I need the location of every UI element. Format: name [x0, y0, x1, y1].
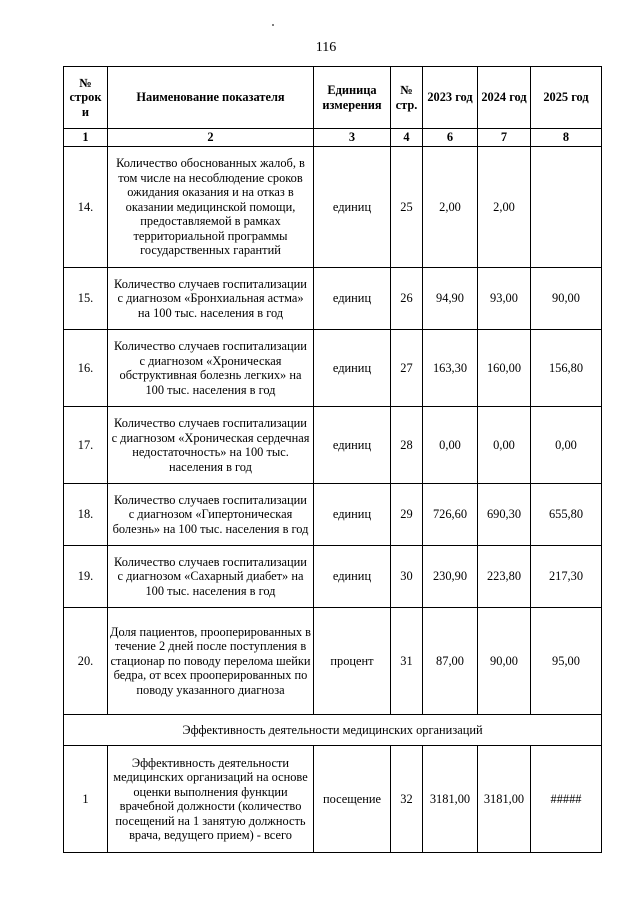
indicator-name: Количество случаев госпитализации с диагнозом «Хроническая сердечная недостаточность» на 100 тыс. населения в год [108, 407, 314, 484]
line-number: 26 [391, 268, 423, 330]
row-number: 19. [64, 546, 108, 608]
indicator-name: Эффективность деятельности медицинских организаций на основе оценки выполнения функции врачебной должности (количество посещений на 1 занятую должность врача, ведущего прием) - всего [108, 746, 314, 853]
table-row [64, 608, 602, 715]
table-row [64, 546, 602, 608]
row-number: 14. [64, 147, 108, 268]
unit-cell: единиц [314, 407, 391, 484]
header-row-number: № строк и [64, 67, 108, 129]
unit-cell: единиц [314, 268, 391, 330]
value-2025: 156,80 [531, 330, 602, 407]
value-2025: 95,00 [531, 608, 602, 715]
table-row [64, 330, 602, 407]
section-row [64, 715, 602, 746]
row-number: 17. [64, 407, 108, 484]
value-2023: 0,00 [423, 407, 478, 484]
indicator-name: Доля пациентов, прооперированных в течение 2 дней после поступления в стационар по поводу перелома шейки бедра, от всех прооперированных по поводу указанного диагноза [108, 608, 314, 715]
value-2025: 0,00 [531, 407, 602, 484]
column-index: 2 [108, 129, 314, 147]
indicator-name: Количество случаев госпитализации с диагнозом «Бронхиальная астма» на 100 тыс. населения в год [108, 268, 314, 330]
value-2024: 3181,00 [478, 746, 531, 853]
line-number: 31 [391, 608, 423, 715]
row-number: 16. [64, 330, 108, 407]
line-number: 28 [391, 407, 423, 484]
header-unit: Единица измерения [314, 67, 391, 129]
value-2024: 223,80 [478, 546, 531, 608]
unit-cell: единиц [314, 546, 391, 608]
table-row [64, 484, 602, 546]
value-2023: 87,00 [423, 608, 478, 715]
value-2024: 160,00 [478, 330, 531, 407]
line-number: 25 [391, 147, 423, 268]
indicator-name: Количество обоснованных жалоб, в том числе на несоблюдение сроков ожидания оказания и на отказ в оказании медицинской помощи, предоставляемой в рамках территориальной программы государственных гарантий [108, 147, 314, 268]
unit-cell: единиц [314, 330, 391, 407]
scan-speck [272, 24, 274, 26]
row-number: 1 [64, 746, 108, 853]
section-title: Эффективность деятельности медицинских организаций [64, 715, 602, 746]
unit-cell: процент [314, 608, 391, 715]
header-year-2025: 2025 год [531, 67, 602, 129]
value-2024: 93,00 [478, 268, 531, 330]
column-index-row [64, 129, 602, 147]
value-2023: 2,00 [423, 147, 478, 268]
table-row [64, 268, 602, 330]
column-index: 1 [64, 129, 108, 147]
header-indicator-name: Наименование показателя [108, 67, 314, 129]
column-index: 7 [478, 129, 531, 147]
value-2025: 217,30 [531, 546, 602, 608]
table-row [64, 407, 602, 484]
line-number: 30 [391, 546, 423, 608]
row-number: 18. [64, 484, 108, 546]
line-number: 27 [391, 330, 423, 407]
line-number: 29 [391, 484, 423, 546]
value-2023: 163,30 [423, 330, 478, 407]
header-year-2024: 2024 год [478, 67, 531, 129]
column-index: 4 [391, 129, 423, 147]
page-number: 116 [315, 40, 337, 55]
value-2025: 655,80 [531, 484, 602, 546]
table-row [64, 746, 602, 853]
indicator-name: Количество случаев госпитализации с диагнозом «Гипертоническая болезнь» на 100 тыс. населения в год [108, 484, 314, 546]
value-2025: 90,00 [531, 268, 602, 330]
header-year-2023: 2023 год [423, 67, 478, 129]
table-row [64, 147, 602, 268]
value-2023: 726,60 [423, 484, 478, 546]
unit-cell: единиц [314, 484, 391, 546]
value-2024: 0,00 [478, 407, 531, 484]
value-2023: 3181,00 [423, 746, 478, 853]
value-2024: 690,30 [478, 484, 531, 546]
column-index: 3 [314, 129, 391, 147]
row-number: 20. [64, 608, 108, 715]
indicator-name: Количество случаев госпитализации с диагнозом «Сахарный диабет» на 100 тыс. населения в год [108, 546, 314, 608]
header-line-number: № стр. [391, 67, 423, 129]
value-2024: 2,00 [478, 147, 531, 268]
column-index: 6 [423, 129, 478, 147]
value-2025 [531, 147, 602, 268]
indicator-name: Количество случаев госпитализации с диагнозом «Хроническая обструктивная болезнь легких» на 100 тыс. населения в год [108, 330, 314, 407]
value-2024: 90,00 [478, 608, 531, 715]
value-2023: 94,90 [423, 268, 478, 330]
row-number: 15. [64, 268, 108, 330]
unit-cell: посещение [314, 746, 391, 853]
header-row [64, 67, 602, 129]
value-2023: 230,90 [423, 546, 478, 608]
indicators-table [63, 66, 602, 853]
column-index: 8 [531, 129, 602, 147]
value-2025: ##### [531, 746, 602, 853]
unit-cell: единиц [314, 147, 391, 268]
line-number: 32 [391, 746, 423, 853]
